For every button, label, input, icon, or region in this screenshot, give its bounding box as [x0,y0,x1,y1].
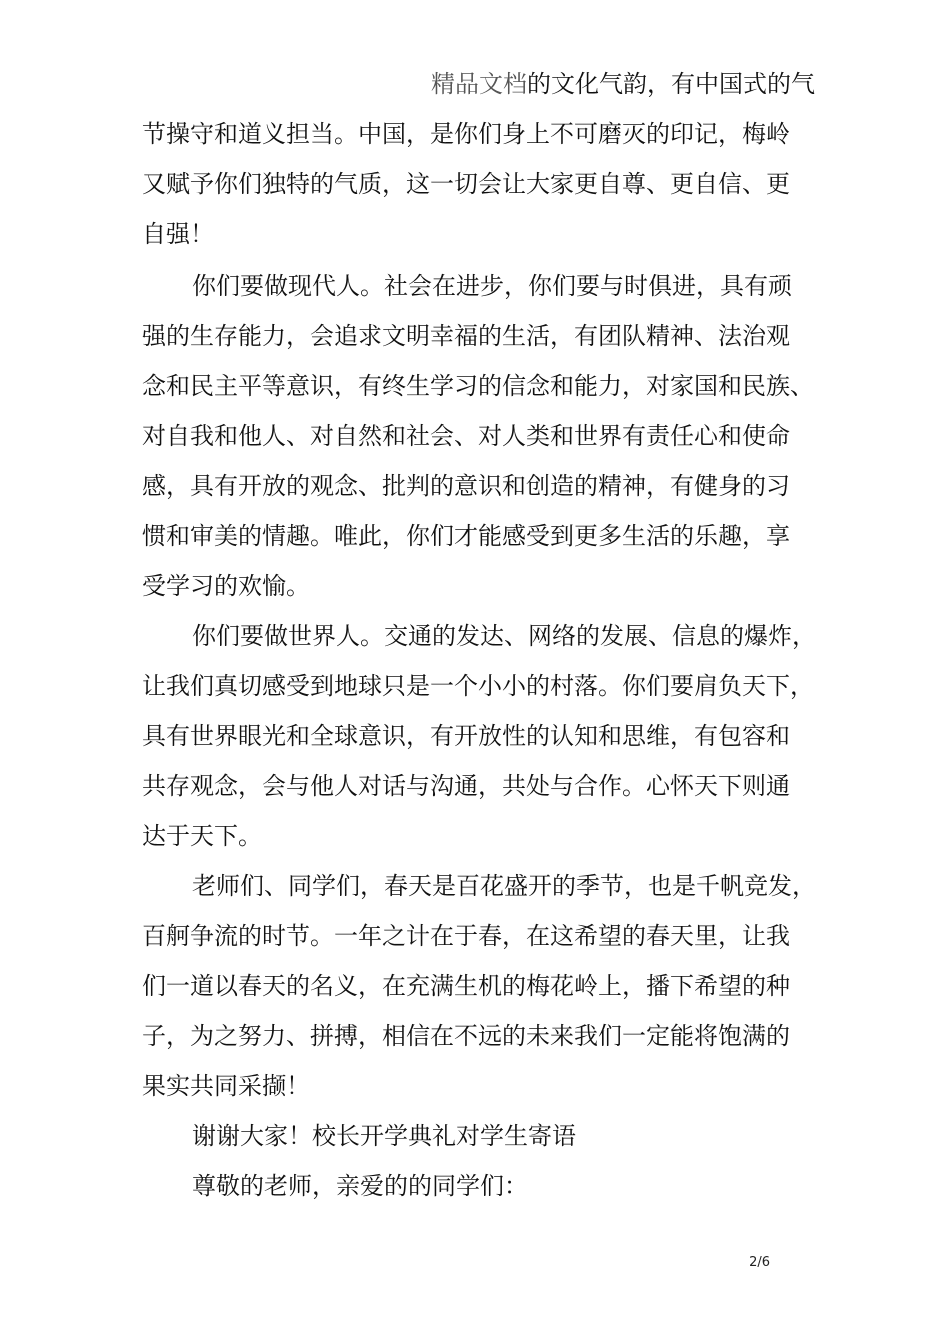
text-line: 自强！ [142,220,214,248]
first-line-text: 的文化气韵，有中国式的气 [527,70,815,98]
text-line: 惯和审美的情趣。唯此，你们才能感受到更多生活的乐趣，享 [142,522,790,550]
paragraph-start: 你们要做世界人。交通的发达、网络的发展、信息的爆炸， [192,622,816,650]
text-line: 让我们真切感受到地球只是一个小小的村落。你们要肩负天下， [142,672,814,700]
text-line: 节操守和道义担当。中国，是你们身上不可磨灭的印记，梅岭 [142,120,790,148]
watermark-text: 精品文档 [431,70,527,98]
text-line: 又赋予你们独特的气质，这一切会让大家更自尊、更自信、更 [142,170,790,198]
text-line: 强的生存能力，会追求文明幸福的生活，有团队精神、法治观 [142,322,790,350]
text-line: 百舸争流的时节。一年之计在于春，在这希望的春天里，让我 [142,922,790,950]
text-line: 具有世界眼光和全球意识，有开放性的认知和思维，有包容和 [142,722,790,750]
text-line: 共存观念，会与他人对话与沟通，共处与合作。心怀天下则通 [142,772,790,800]
salutation-line: 尊敬的老师，亲爱的的同学们： [192,1172,528,1200]
page-number: 2/6 [749,1255,770,1270]
text-line [431,68,815,100]
paragraph-start: 老师们、同学们，春天是百花盛开的季节，也是千帆竞发， [192,872,816,900]
text-line: 念和民主平等意识，有终生学习的信念和能力，对家国和民族、 [142,372,814,400]
heading-line: 谢谢大家！校长开学典礼对学生寄语 [192,1122,576,1150]
text-line: 果实共同采撷！ [142,1072,310,1100]
text-line: 受学习的欢愉。 [142,572,310,600]
text-line: 感，具有开放的观念、批判的意识和创造的精神，有健身的习 [142,472,790,500]
text-line: 子，为之努力、拼搏，相信在不远的未来我们一定能将饱满的 [142,1022,790,1050]
paragraph-start: 你们要做现代人。社会在进步，你们要与时俱进，具有顽 [192,272,792,300]
text-line: 们一道以春天的名义，在充满生机的梅花岭上，播下希望的种 [142,972,790,1000]
text-line: 对自我和他人、对自然和社会、对人类和世界有责任心和使命 [142,422,790,450]
text-line: 达于天下。 [142,822,262,850]
